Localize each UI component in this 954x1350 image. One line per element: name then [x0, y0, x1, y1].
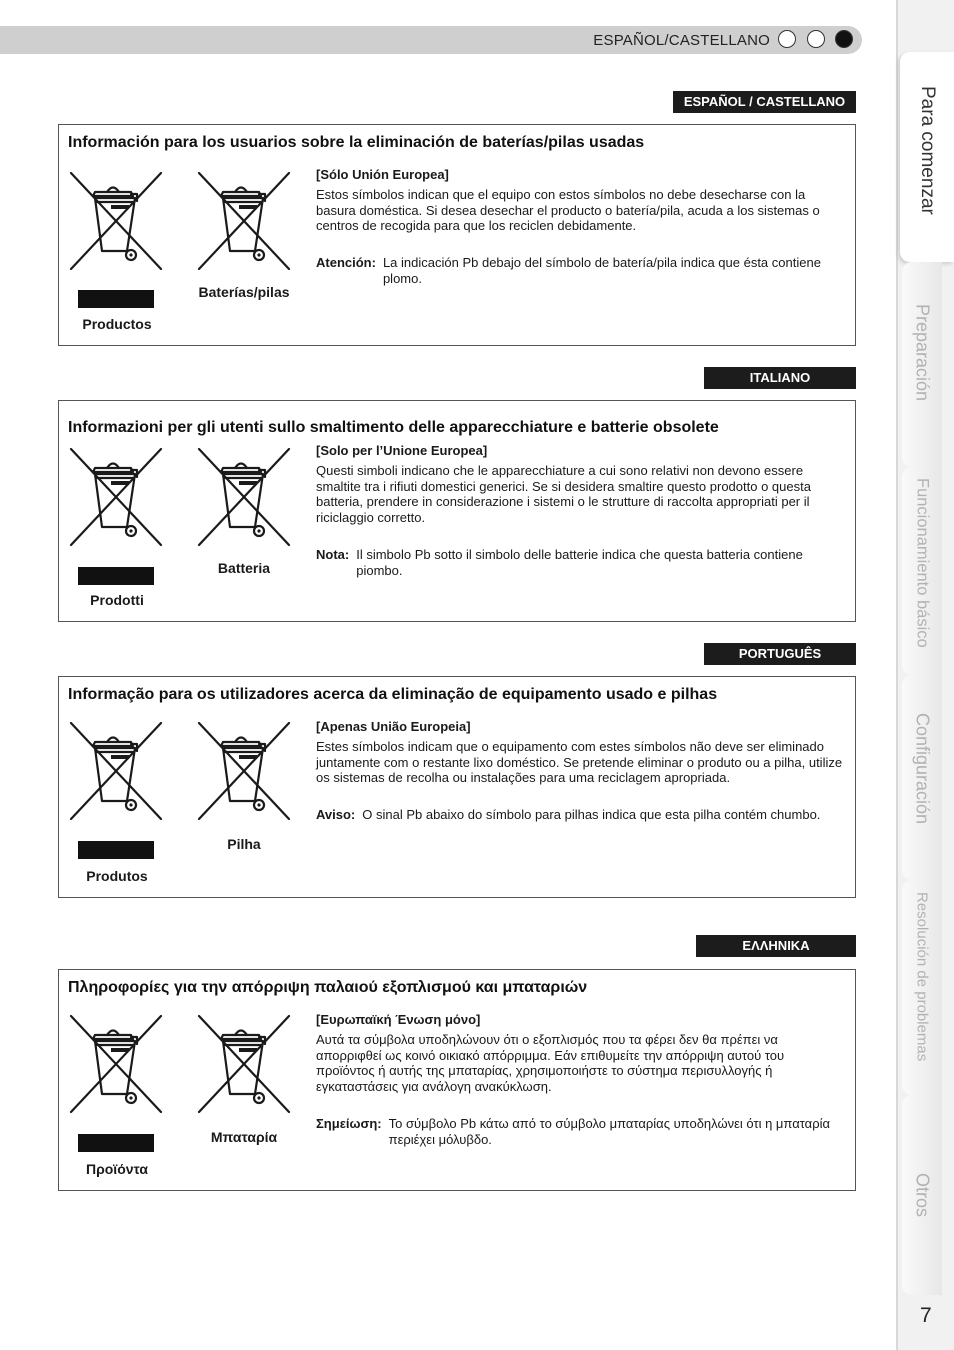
black-bar-marker [78, 841, 154, 859]
page-indicator-dot-2 [807, 30, 825, 48]
note-text: Το σύμβολο Pb κάτω από το σύμβολο μπαταρίας υποδηλώνει ότι η μπαταρία περιέχει μόλυβδο. [388, 1116, 830, 1147]
tab-resolucion-de-problemas[interactable] [902, 880, 942, 1095]
tab-preparacion[interactable] [902, 262, 942, 467]
tab-label: Configuración [912, 713, 933, 825]
battery-label: Pilha [227, 836, 261, 852]
crossed-bin-icon [69, 721, 165, 823]
crossed-bin-icon [69, 1014, 165, 1116]
language-label-pt: PORTUGUÊS [704, 643, 856, 665]
tab-label: Preparación [912, 304, 933, 402]
section-title: Πληροφορίες για την απόρριψη παλαιού εξοπλισμού και μπαταριών [68, 979, 588, 996]
battery-label: Batteria [217, 560, 271, 576]
body-text: Estos símbolos indican que el equipo con estos símbolos no debe desecharse con la basura doméstica. Si desea desechar el producto o batería/pila, acuda a los sistemas o centros de recogida para que los reciclen debidamente. [316, 187, 820, 234]
tab-label: Resolución de problemas [913, 892, 931, 1062]
page-indicator-dot-1 [778, 30, 796, 48]
products-label: Produtos [86, 868, 148, 884]
eu-heading: [Ευρωπαϊκή Ένωση μόνο] [316, 1012, 481, 1027]
note [316, 547, 846, 578]
black-bar-marker [78, 567, 154, 585]
header-language: ESPAÑOL/CASTELLANO [593, 32, 770, 49]
language-label-el: ΕΛΛΗΝΙΚΑ [696, 935, 856, 957]
page-number: 7 [920, 1304, 932, 1327]
body-text: Αυτά τα σύμβολα υποδηλώνουν ότι ο εξοπλισμός που τα φέρει δεν θα πρέπει να απορριφθεί ως κοινό οικιακό απόρριμμα. Εάν επιθυμείτε την απόρριψη αυτού του προϊόντος ή αυτής της μπαταρίας, χρησιμοποιήστε το σύστημα περισυλλογής ή εγκαταστάσεις για ανάλογη ανακύκλωση. [316, 1032, 785, 1094]
body-text: Estes símbolos indicam que o equipamento com estes símbolos não deve ser eliminado juntamente com o restante lixo doméstico. Se pretende eliminar o produto ou a pilha, utilize os sistemas de recolha ou instalações para uma reciclagem apropriada. [316, 739, 843, 786]
crossed-bin-icon [197, 447, 293, 549]
black-bar-marker [78, 290, 154, 308]
crossed-bin-icon [197, 1014, 293, 1116]
section-title: Informazioni per gli utenti sullo smaltimento delle apparecchiature e batterie obsolete [68, 419, 719, 436]
page-indicator-dot-3 [835, 30, 853, 48]
eu-heading: [Solo per l’Unione Europea] [316, 443, 488, 458]
note-label: Aviso: [316, 807, 356, 822]
tab-para-comenzar[interactable] [900, 52, 954, 262]
disposal-section-el [58, 969, 856, 1191]
battery-label: Baterías/pilas [198, 284, 290, 300]
header-bar [0, 26, 862, 54]
note [316, 807, 846, 823]
note-label: Nota: [316, 547, 350, 562]
crossed-bin-icon [197, 171, 293, 273]
note-text: La indicación Pb debajo del símbolo de batería/pila indica que ésta contiene plomo. [382, 255, 821, 286]
note [316, 1116, 846, 1147]
disposal-section-pt [58, 676, 856, 898]
products-label: Prodotti [90, 592, 144, 608]
eu-heading: [Sólo Unión Europea] [316, 167, 449, 182]
tab-funcionamiento-basico[interactable] [902, 467, 942, 675]
section-title: Informação para os utilizadores acerca da eliminação de equipamento usado e pilhas [68, 686, 718, 703]
note-label: Atención: [316, 255, 376, 270]
crossed-bin-icon [197, 721, 293, 823]
sidebar-divider [896, 0, 898, 1350]
tab-label: Otros [912, 1173, 933, 1218]
crossed-bin-icon [69, 171, 165, 273]
battery-label: Μπαταρία [210, 1129, 278, 1145]
language-label-it: ITALIANO [704, 367, 856, 389]
tab-label: Para comenzar [917, 86, 938, 215]
note [316, 255, 846, 286]
note-text: O sinal Pb abaixo do símbolo para pilhas indica que esta pilha contém chumbo. [362, 807, 821, 822]
disposal-section-it [58, 400, 856, 622]
tab-otros[interactable] [902, 1095, 942, 1295]
black-bar-marker [78, 1134, 154, 1152]
note-label: Σημείωση: [316, 1116, 382, 1131]
products-label: Προϊόντα [85, 1161, 148, 1177]
note-text: Il simbolo Pb sotto il simbolo delle batterie indica che questa batteria contiene piombo. [356, 547, 803, 578]
tab-configuracion[interactable] [902, 675, 942, 880]
crossed-bin-icon [69, 447, 165, 549]
section-title: Información para los usuarios sobre la eliminación de baterías/pilas usadas [68, 134, 645, 151]
eu-heading: [Apenas União Europeia] [316, 719, 471, 734]
language-label-es: ESPAÑOL / CASTELLANO [673, 91, 856, 113]
disposal-section-es [58, 124, 856, 346]
body-text: Questi simboli indicano che le apparecchiature a cui sono relativi non devono essere smaltite tra i rifiuti domestici generici. Se si desidera smaltire questo prodotto o questa batteria, prendere in considerazione i sistemi o le strutture di raccolta appropriati per il riciclaggio corretto. [316, 463, 811, 525]
tab-label: Funcionamiento básico [913, 478, 932, 648]
products-label: Productos [82, 316, 152, 332]
